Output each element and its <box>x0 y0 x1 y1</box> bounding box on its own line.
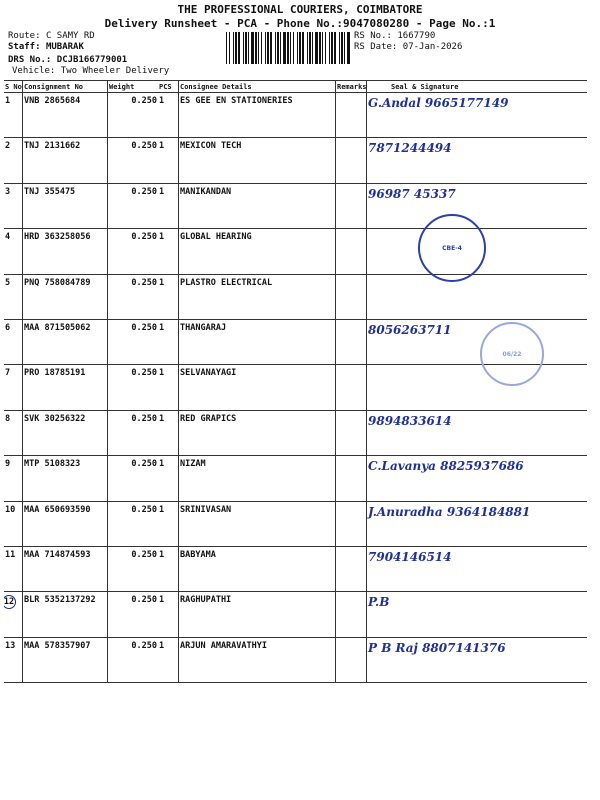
table-row <box>4 138 587 183</box>
global-hearing-stamp-text: CBE-4 <box>442 244 462 252</box>
barcode-bar <box>229 32 230 64</box>
row-pcs: 1 <box>158 183 179 228</box>
row-signature <box>367 274 588 319</box>
row-sno: 6 <box>4 319 23 364</box>
row-consignment: PRO 18785191 <box>23 365 108 410</box>
row-consignee: SRINIVASAN <box>179 501 336 546</box>
row-consignment: SVK 30256322 <box>23 410 108 455</box>
barcode-bar <box>319 32 321 64</box>
row-weight: 0.250 <box>108 138 159 183</box>
selvanayagi-stamp <box>480 322 544 386</box>
row-sno: 11 <box>4 546 23 591</box>
row-consignee: THANGARAJ <box>179 319 336 364</box>
col-pcs: PCS <box>158 81 179 93</box>
barcode-bar <box>280 32 281 64</box>
barcode-bar <box>302 32 304 64</box>
row-sno: 7 <box>4 365 23 410</box>
row-consignment: MAA 650693590 <box>23 501 108 546</box>
row-weight: 0.250 <box>108 229 159 274</box>
row-consignment: VNB 2865684 <box>23 93 108 138</box>
col-weight: Weight <box>108 81 159 93</box>
barcode-bar <box>248 32 249 64</box>
barcode-bar <box>283 32 286 64</box>
barcode-bar <box>251 32 254 64</box>
runsheet-subtitle: Delivery Runsheet - PCA - Phone No.:9047080280 - Page No.:1 <box>104 17 496 30</box>
row-sno: 5 <box>4 274 23 319</box>
barcode-bar <box>309 32 311 64</box>
handwritten-signature: 7904146514 <box>368 549 452 564</box>
col-sno: S No <box>5 82 22 91</box>
row-consignment: TNJ 2131662 <box>23 138 108 183</box>
row-pcs: 1 <box>158 410 179 455</box>
selvanayagi-stamp-text: 06/22 <box>502 350 522 358</box>
row-weight: 0.250 <box>108 93 159 138</box>
barcode-bar <box>293 32 294 64</box>
route-line <box>8 31 95 41</box>
row-weight: 0.250 <box>108 592 159 637</box>
barcode-bar <box>325 32 326 64</box>
barcode-bar <box>255 32 257 64</box>
row-sno: 2 <box>4 138 23 183</box>
row-signature <box>367 365 588 410</box>
col-consignment: Consignment No <box>23 81 108 93</box>
row-consignment: MAA 578357907 <box>23 637 108 682</box>
col-details: Consignee Details <box>179 81 336 93</box>
global-hearing-stamp <box>418 214 486 282</box>
barcode-bar <box>243 32 244 64</box>
table-row <box>4 637 587 682</box>
drs-line <box>8 55 127 65</box>
table-row <box>4 183 587 228</box>
barcode-bar <box>339 32 340 64</box>
row-sno: 13 <box>4 637 23 682</box>
drs-value: DCJB166779001 <box>56 55 128 65</box>
row-consignee: BABYAMA <box>179 546 336 591</box>
barcode-bar <box>238 32 240 64</box>
staff-value: MUBARAK <box>45 42 84 52</box>
route-label: Route: <box>8 31 41 41</box>
row-remarks <box>336 138 367 183</box>
table-row <box>4 456 587 501</box>
row-consignee: ARJUN AMARAVATHYI <box>179 637 336 682</box>
row-weight: 0.250 <box>108 274 159 319</box>
row-weight: 0.250 <box>108 410 159 455</box>
row-weight: 0.250 <box>108 546 159 591</box>
handwritten-signature: J.Anuradha 9364184881 <box>368 504 531 519</box>
drs-label: DRS No.: <box>8 55 52 65</box>
table-row <box>4 592 587 637</box>
row-sno: 3 <box>4 183 23 228</box>
row-consignment: MAA 871505062 <box>23 319 108 364</box>
col-remarks: Remarks <box>337 82 367 91</box>
row-sno: 1 <box>4 93 23 138</box>
barcode-bar <box>290 32 291 64</box>
row-weight: 0.250 <box>108 501 159 546</box>
barcode-bar <box>245 32 247 64</box>
row-sno: 10 <box>4 501 23 546</box>
barcode-bar <box>235 32 237 64</box>
barcode-bar <box>347 32 350 64</box>
barcode-bar <box>307 32 308 64</box>
row-pcs: 1 <box>158 138 179 183</box>
table-row <box>4 229 587 274</box>
row-pcs: 1 <box>158 456 179 501</box>
rs-no-value: 1667790 <box>397 31 436 41</box>
barcode-bar <box>322 32 323 64</box>
row-pcs: 1 <box>158 592 179 637</box>
row-sno <box>4 592 23 637</box>
barcode-bar <box>341 32 343 64</box>
row-signature <box>367 93 588 138</box>
vehicle-label: Vehicle: <box>12 66 56 76</box>
barcode-bar <box>344 32 345 64</box>
row-remarks <box>336 637 367 682</box>
row-consignee: NIZAM <box>179 456 336 501</box>
barcode-bar <box>331 32 333 64</box>
barcode-bar <box>258 32 259 64</box>
row-signature <box>367 138 588 183</box>
row-sno: 9 <box>4 456 23 501</box>
row-remarks <box>336 592 367 637</box>
runsheet-title: THE PROFESSIONAL COURIERS, COIMBATORE <box>177 3 423 16</box>
row-remarks <box>336 319 367 364</box>
rs-date-value: 07-Jan-2026 <box>402 42 463 52</box>
handwritten-signature: 8056263711 <box>368 322 452 337</box>
row-pcs: 1 <box>158 637 179 682</box>
row-consignment: MTP 5108323 <box>23 456 108 501</box>
barcode-bar <box>277 32 279 64</box>
row-consignee: SELVANAYAGI <box>179 365 336 410</box>
row-remarks <box>336 183 367 228</box>
row-signature <box>367 637 588 682</box>
row-consignee: MANIKANDAN <box>179 183 336 228</box>
row-pcs: 1 <box>158 319 179 364</box>
handwritten-signature: C.Lavanya 8825937686 <box>368 459 524 474</box>
handwritten-signature: P B Raj 8807141376 <box>368 640 506 655</box>
row-remarks <box>336 93 367 138</box>
row-pcs: 1 <box>158 229 179 274</box>
barcode-bar <box>299 32 301 64</box>
row-consignment: BLR 5352137292 <box>23 592 108 637</box>
barcode <box>226 32 350 64</box>
row-consignee: GLOBAL HEARING <box>179 229 336 274</box>
handwritten-signature: 96987 45337 <box>368 186 456 201</box>
row-weight: 0.250 <box>108 456 159 501</box>
barcode-bar <box>315 32 318 64</box>
handwritten-signature: G.Andal 9665177149 <box>368 96 509 110</box>
row-remarks <box>336 229 367 274</box>
rs-no-line <box>354 31 435 41</box>
rs-no-label: RS No.: <box>354 31 392 41</box>
handwritten-signature: 9894833614 <box>368 413 452 428</box>
barcode-bar <box>265 32 266 64</box>
barcode-bar <box>312 32 313 64</box>
row-pcs: 1 <box>158 93 179 138</box>
barcode-bar <box>270 32 272 64</box>
rs-date-label: RS Date: <box>354 42 398 52</box>
vehicle-line <box>12 66 169 76</box>
row-sno: 4 <box>4 229 23 274</box>
row-signature <box>367 592 588 637</box>
row-sno: 8 <box>4 410 23 455</box>
table-row <box>4 501 587 546</box>
row-consignee: RED GRAPICS <box>179 410 336 455</box>
row-weight: 0.250 <box>108 637 159 682</box>
row-signature <box>367 183 588 228</box>
row-remarks <box>336 501 367 546</box>
table-row <box>4 546 587 591</box>
row-consignee: RAGHUPATHI <box>179 592 336 637</box>
staff-label: Staff: <box>8 42 41 52</box>
circled-sno: 12 <box>4 597 15 608</box>
row-consignee: ES GEE EN STATIONERIES <box>179 93 336 138</box>
row-pcs: 1 <box>158 546 179 591</box>
barcode-bar <box>226 32 227 64</box>
barcode-bar <box>297 32 298 64</box>
staff-line <box>8 42 84 52</box>
row-signature <box>367 456 588 501</box>
barcode-bar <box>334 32 336 64</box>
row-weight: 0.250 <box>108 319 159 364</box>
barcode-bar <box>287 32 289 64</box>
barcode-bar <box>233 32 234 64</box>
col-seal: Seal & Signature <box>367 81 588 93</box>
rs-date-line <box>354 42 462 52</box>
barcode-bar <box>329 32 330 64</box>
row-weight: 0.250 <box>108 365 159 410</box>
row-signature <box>367 410 588 455</box>
row-remarks <box>336 546 367 591</box>
barcode-bar <box>275 32 276 64</box>
row-signature <box>367 319 588 364</box>
table-header-row <box>4 81 587 93</box>
handwritten-signature: 7871244494 <box>368 141 452 156</box>
row-signature <box>367 546 588 591</box>
row-signature <box>367 501 588 546</box>
row-consignment: MAA 714874593 <box>23 546 108 591</box>
row-consignee: MEXICON TECH <box>179 138 336 183</box>
row-consignment: TNJ 355475 <box>23 183 108 228</box>
row-consignment: PNQ 758084789 <box>23 274 108 319</box>
row-remarks <box>336 456 367 501</box>
handwritten-signature: P.B <box>368 595 390 610</box>
vehicle-value: Two Wheeler Delivery <box>60 66 170 76</box>
barcode-bar <box>261 32 262 64</box>
row-weight: 0.250 <box>108 183 159 228</box>
row-consignee: PLASTRO ELECTRICAL <box>179 274 336 319</box>
row-consignment: HRD 363258056 <box>23 229 108 274</box>
table-row <box>4 274 587 319</box>
table-row <box>4 93 587 138</box>
row-remarks <box>336 365 367 410</box>
row-remarks <box>336 410 367 455</box>
row-pcs: 1 <box>158 274 179 319</box>
barcode-bar <box>267 32 269 64</box>
route-value: C SAMY RD <box>45 31 95 41</box>
row-pcs: 1 <box>158 501 179 546</box>
row-pcs: 1 <box>158 365 179 410</box>
row-remarks <box>336 274 367 319</box>
table-row <box>4 410 587 455</box>
